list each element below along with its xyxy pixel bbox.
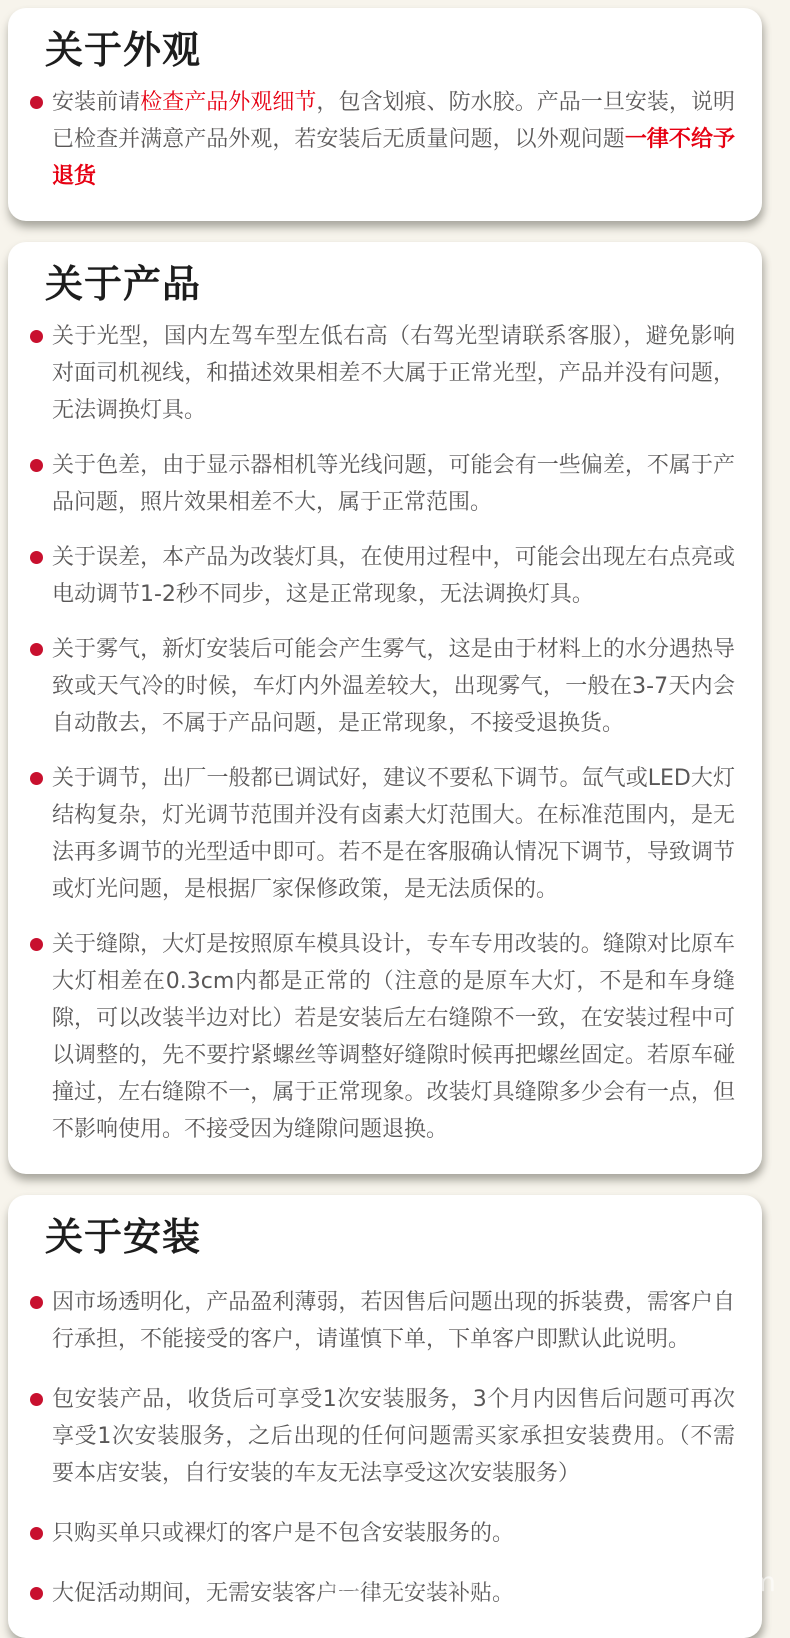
bullet-item bbox=[30, 447, 735, 521]
bullet-dot-icon bbox=[30, 938, 43, 951]
bullet-item bbox=[30, 84, 735, 195]
text-segment-red-bold: 一律不给予退货 bbox=[52, 127, 735, 189]
bullet-dot-icon bbox=[30, 551, 43, 564]
bullet-item bbox=[30, 318, 735, 429]
bullet-dot-icon bbox=[30, 330, 43, 343]
bullet-text bbox=[52, 760, 735, 908]
bullet-text bbox=[52, 1381, 735, 1492]
text-segment: 因市场透明化，产品盈利薄弱，若因售后问题出现的拆装费，需客户自行承担，不能接受的客户，请谨慎下单，下单客户即默认此说明。 bbox=[52, 1290, 735, 1352]
product-notice-page bbox=[0, 8, 790, 1610]
shop-watermark: shop150511903590.1688.com bbox=[313, 1567, 778, 1598]
section-title-product: 关于产品 bbox=[45, 262, 202, 306]
text-segment: 关于雾气，新灯安装后可能会产生雾气，这是由于材料上的水分遇热导致或天气冷的时候，车灯内外温差较大，出现雾气，一般在3-7天内会自动散去，不属于产品问题，是正常现象，不接受退换货。 bbox=[52, 637, 735, 736]
text-segment: 包安装产品，收货后可享受1次安装服务，3个月内因售后问题可再次享受1次安装服务，之后出现的任何问题需买家承担安装费用。（不需要本店安装，自行安装的车友无法享受这次安装服务） bbox=[52, 1387, 735, 1486]
text-segment: 关于误差，本产品为改装灯具，在使用过程中，可能会出现左右点亮或电动调节1-2秒不同步，这是正常现象，无法调换灯具。 bbox=[52, 545, 735, 607]
bullet-item bbox=[30, 760, 735, 908]
section-product bbox=[8, 242, 762, 1174]
bullet-dot-icon bbox=[30, 772, 43, 785]
bullet-dot-icon bbox=[30, 459, 43, 472]
bullet-text bbox=[52, 539, 735, 613]
bullet-dot-icon bbox=[30, 1587, 43, 1600]
text-segment-red: 检查产品外观细节 bbox=[140, 90, 317, 115]
text-segment: 关于调节，出厂一般都已调试好，建议不要私下调节。氙气或LED大灯结构复杂，灯光调节范围并没有卤素大灯范围大。在标准范围内，是无法再多调节的光型适中即可。若不是在客服确认情况下调节，导致调节或灯光问题，是根据厂家保修政策，是无法质保的。 bbox=[52, 766, 735, 902]
bullet-item bbox=[30, 631, 735, 742]
bullet-text bbox=[52, 447, 735, 521]
bullet-dot-icon bbox=[30, 1393, 43, 1406]
section-title-appearance: 关于外观 bbox=[45, 28, 202, 72]
bullet-item bbox=[30, 1284, 735, 1358]
bullet-dot-icon bbox=[30, 1296, 43, 1309]
bullet-text bbox=[52, 84, 735, 195]
text-segment: 关于光型，国内左驾车型左低右高（右驾光型请联系客服），避免影响对面司机视线，和描述效果相差不大属于正常光型，产品并没有问题，无法调换灯具。 bbox=[52, 324, 735, 423]
text-segment: ，包含划痕、防水胶。产品一旦安装，说明已检查并满意产品外观，若安装后无质量问题，以外观问题 bbox=[52, 90, 735, 152]
bullet-item bbox=[30, 926, 735, 1148]
section-appearance bbox=[8, 8, 762, 221]
section-title-installation: 关于安装 bbox=[45, 1215, 202, 1259]
text-segment: 关于缝隙，大灯是按照原车模具设计，专车专用改装的。缝隙对比原车大灯相差在0.3cm内都是正常的（注意的是原车大灯，不是和车身缝隙，可以改装半边对比）若是安装后左右缝隙不一致，在安装过程中可以调整的，先不要拧紧螺丝等调整好缝隙时候再把螺丝固定。若原车碰撞过，左右缝隙不一，属于正常现象。改装灯具缝隙多少会有一点，但不影响使用。不接受因为缝隙问题退换。 bbox=[52, 932, 735, 1142]
bullet-dot-icon bbox=[30, 643, 43, 656]
text-segment: 只购买单只或裸灯的客户是不包含安装服务的。 bbox=[52, 1521, 515, 1546]
text-segment: 关于色差，由于显示器相机等光线问题，可能会有一些偏差，不属于产品问题，照片效果相差不大，属于正常范围。 bbox=[52, 453, 735, 515]
section-installation bbox=[8, 1195, 762, 1638]
bullet-item bbox=[30, 1381, 735, 1492]
bullet-text bbox=[52, 318, 735, 429]
bullet-text bbox=[52, 1284, 735, 1358]
bullet-dot-icon bbox=[30, 96, 43, 109]
bullet-text bbox=[52, 631, 735, 742]
bullet-item bbox=[30, 1575, 735, 1612]
bullet-text bbox=[52, 1515, 735, 1552]
bullet-text bbox=[52, 1575, 735, 1612]
bullet-item bbox=[30, 539, 735, 613]
text-segment: 安装前请 bbox=[52, 90, 141, 115]
bullet-text bbox=[52, 926, 735, 1148]
text-segment: 大促活动期间，无需安装客户一律无安装补贴。 bbox=[52, 1581, 515, 1606]
bullet-item bbox=[30, 1515, 735, 1552]
bullet-dot-icon bbox=[30, 1527, 43, 1540]
